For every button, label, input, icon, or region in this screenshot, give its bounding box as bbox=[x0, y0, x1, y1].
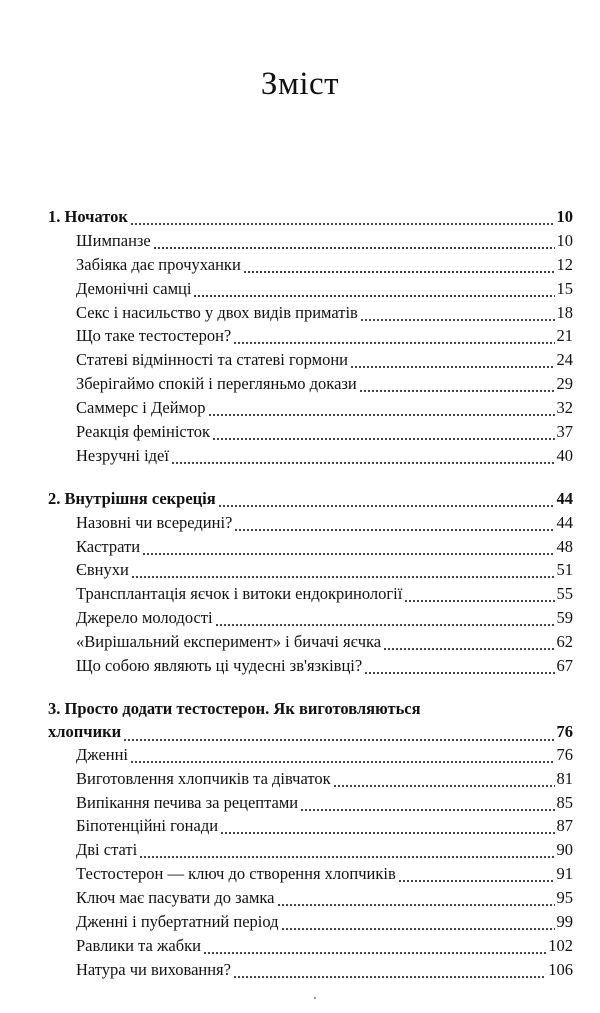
toc-entry[interactable] bbox=[48, 886, 573, 910]
entry-title: Джерело молодості bbox=[76, 608, 213, 628]
page-number: 21 bbox=[556, 326, 573, 346]
table-of-contents bbox=[48, 205, 573, 1001]
entry-title: Реакція феміністок bbox=[76, 422, 210, 442]
leader-dots bbox=[139, 838, 554, 862]
leader-dots bbox=[215, 606, 555, 630]
toc-entry[interactable] bbox=[48, 934, 573, 958]
entry-title: Виготовлення хлопчиків та дівчаток bbox=[76, 768, 331, 788]
toc-entry[interactable] bbox=[48, 277, 573, 301]
page-number: 10 bbox=[556, 230, 573, 250]
toc-entry[interactable] bbox=[48, 814, 573, 838]
page-number: 44 bbox=[556, 488, 573, 508]
entry-title: Що собою являють ці чудесні зв'язківці? bbox=[76, 656, 363, 676]
chapter-title: 3. Просто додати тестостерон. Як виготовляються bbox=[48, 698, 421, 718]
entry-title: Натура чи виховання? bbox=[76, 959, 231, 979]
leader-dots bbox=[300, 791, 554, 815]
page-number: 99 bbox=[556, 912, 573, 932]
leader-dots bbox=[220, 814, 554, 838]
toc-entry[interactable] bbox=[48, 420, 573, 444]
leader-dots bbox=[193, 277, 554, 301]
entry-title: Біпотенційні гонади bbox=[76, 816, 219, 836]
entry-title: Секс і насильство у двох видів приматів bbox=[76, 302, 358, 322]
leader-dots bbox=[218, 487, 555, 511]
page-number: 91 bbox=[556, 864, 573, 884]
leader-dots bbox=[364, 654, 554, 678]
entry-title: Кастрати bbox=[76, 536, 141, 556]
toc-entry[interactable] bbox=[48, 630, 573, 654]
leader-dots bbox=[243, 253, 555, 277]
toc-entry[interactable] bbox=[48, 743, 573, 767]
toc-entry[interactable] bbox=[48, 324, 573, 348]
entry-title: Ключ має пасувати до замка bbox=[76, 888, 275, 908]
chapter-2 bbox=[48, 487, 573, 678]
page-number: 85 bbox=[556, 792, 573, 812]
toc-entry[interactable] bbox=[48, 511, 573, 535]
entry-title: Статеві відмінності та статеві гормони bbox=[76, 350, 348, 370]
page-number: 95 bbox=[556, 888, 573, 908]
leader-dots bbox=[398, 862, 555, 886]
leader-dots bbox=[233, 958, 546, 982]
page-number: 59 bbox=[556, 608, 573, 628]
leader-dots bbox=[383, 630, 554, 654]
chapter-title: 2. Внутрішня секреція bbox=[48, 488, 216, 508]
leader-dots bbox=[359, 372, 555, 396]
toc-entry[interactable] bbox=[48, 606, 573, 630]
page-title: Зміст bbox=[260, 66, 340, 102]
page-number: 51 bbox=[556, 560, 573, 580]
page-number: 24 bbox=[556, 350, 573, 370]
toc-entry[interactable] bbox=[48, 535, 573, 559]
entry-title: Дженні bbox=[76, 744, 129, 764]
chapter-heading[interactable] bbox=[48, 205, 573, 229]
chapter-3 bbox=[48, 697, 573, 982]
page-number: 67 bbox=[556, 656, 573, 676]
chapter-heading-line2[interactable] bbox=[48, 721, 573, 743]
toc-entry[interactable] bbox=[48, 654, 573, 678]
chapter-1 bbox=[48, 205, 573, 468]
page-number: 106 bbox=[548, 959, 573, 979]
page-number: 44 bbox=[556, 512, 573, 532]
page-number: 102 bbox=[548, 935, 573, 955]
scan-speck bbox=[314, 997, 316, 999]
leader-dots bbox=[234, 511, 554, 535]
page-number: 18 bbox=[556, 302, 573, 322]
page-number: 40 bbox=[556, 445, 573, 465]
leader-dots bbox=[212, 420, 555, 444]
entry-title: Дві статі bbox=[76, 840, 138, 860]
chapter-heading[interactable] bbox=[48, 487, 573, 511]
entry-title: Тестостерон — ключ до створення хлопчиків bbox=[76, 864, 396, 884]
toc-entry[interactable] bbox=[48, 348, 573, 372]
chapter-heading-line1[interactable] bbox=[48, 697, 573, 721]
leader-dots bbox=[281, 910, 555, 934]
entry-title: Дженні і пубертатний період bbox=[76, 912, 279, 932]
toc-entry[interactable] bbox=[48, 958, 573, 982]
toc-entry[interactable] bbox=[48, 301, 573, 325]
leader-dots bbox=[350, 348, 555, 372]
page-number: 29 bbox=[556, 374, 573, 394]
page-number: 12 bbox=[556, 254, 573, 274]
toc-entry[interactable] bbox=[48, 229, 573, 253]
toc-entry[interactable] bbox=[48, 558, 573, 582]
entry-title: Випікання печива за рецептами bbox=[76, 792, 299, 812]
leader-dots bbox=[130, 743, 554, 767]
toc-entry[interactable] bbox=[48, 862, 573, 886]
page-number: 76 bbox=[556, 744, 573, 764]
page-number: 10 bbox=[556, 207, 573, 226]
leader-dots bbox=[203, 934, 546, 958]
leader-dots bbox=[277, 886, 555, 910]
leader-dots bbox=[208, 396, 555, 420]
entry-title: Равлики та жабки bbox=[76, 935, 201, 955]
page-number: 90 bbox=[556, 840, 573, 860]
leader-dots bbox=[360, 301, 555, 325]
page-number: 76 bbox=[556, 721, 573, 741]
page-number: 81 bbox=[556, 768, 573, 788]
toc-entry[interactable] bbox=[48, 582, 573, 606]
entry-title: Забіяка дає прочуханки bbox=[76, 254, 241, 274]
toc-entry[interactable] bbox=[48, 444, 573, 468]
page-number: 37 bbox=[556, 422, 573, 442]
toc-entry[interactable] bbox=[48, 791, 573, 815]
toc-entry[interactable] bbox=[48, 372, 573, 396]
leader-dots bbox=[233, 324, 554, 348]
toc-entry[interactable] bbox=[48, 396, 573, 420]
entry-title: Євнухи bbox=[76, 560, 129, 580]
leader-dots bbox=[404, 582, 554, 606]
chapter-title-continued: хлопчики bbox=[48, 721, 122, 741]
entry-title: Незручні ідеї bbox=[76, 445, 169, 465]
toc-entry[interactable] bbox=[48, 838, 573, 862]
leader-dots bbox=[153, 229, 555, 253]
page-number: 62 bbox=[556, 632, 573, 652]
toc-entry[interactable] bbox=[48, 910, 573, 934]
entry-title: Зберігаймо спокій і перегляньмо докази bbox=[76, 374, 357, 394]
entry-title: Шимпанзе bbox=[76, 230, 151, 250]
page-number: 32 bbox=[556, 398, 573, 418]
entry-title: Саммерс і Деймор bbox=[76, 398, 206, 418]
page-number: 87 bbox=[556, 816, 573, 836]
page-number: 55 bbox=[556, 584, 573, 604]
entry-title: «Вирішальний експеримент» і бичачі яєчка bbox=[76, 632, 382, 652]
chapter-title: 1. Ночаток bbox=[48, 207, 128, 226]
entry-title: Назовні чи всередині? bbox=[76, 512, 233, 532]
page-number: 48 bbox=[556, 536, 573, 556]
leader-dots bbox=[130, 205, 555, 229]
leader-dots bbox=[123, 721, 554, 743]
leader-dots bbox=[333, 767, 555, 791]
entry-title: Демонічні самці bbox=[76, 278, 192, 298]
toc-entry[interactable] bbox=[48, 253, 573, 277]
entry-title: Що таке тестостерон? bbox=[76, 326, 232, 346]
entry-title: Трансплантація яєчок і витоки ендокринології bbox=[76, 584, 403, 604]
page-number: 15 bbox=[556, 278, 573, 298]
leader-dots bbox=[171, 444, 555, 468]
leader-dots bbox=[142, 535, 554, 559]
toc-entry[interactable] bbox=[48, 767, 573, 791]
leader-dots bbox=[131, 558, 555, 582]
